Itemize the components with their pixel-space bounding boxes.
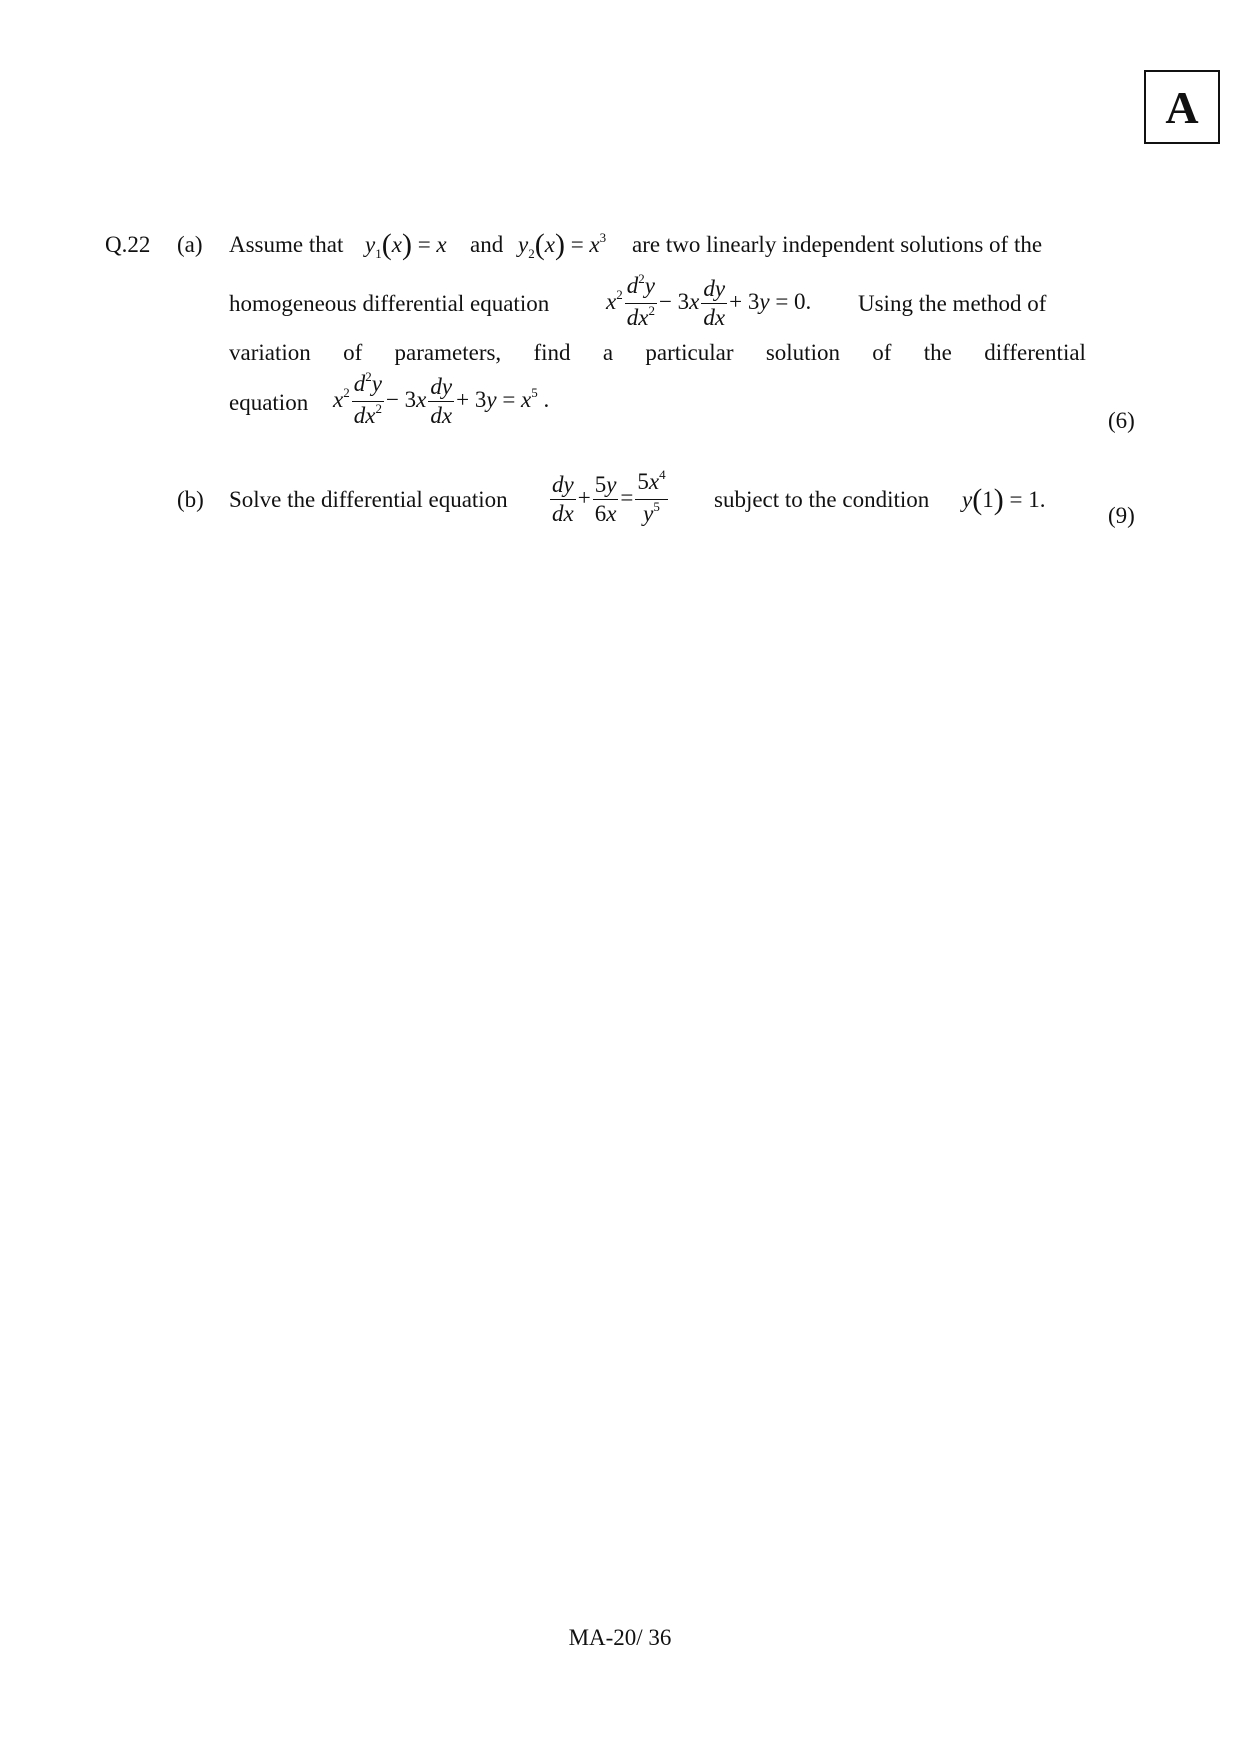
word: solution <box>765 340 840 365</box>
part-a-line1-mid: and <box>470 232 504 257</box>
nonhomogeneous-equation: $x^2$ $\frac{d^2y}{dx^2}$ − 3x $\frac{dy}{dx}$ + $3y = x^5$ . <box>333 369 550 428</box>
word: variation <box>229 340 311 365</box>
part-a-line1-post: are two linearly independent solutions of the <box>632 232 1043 257</box>
part-b-post: subject to the condition <box>714 487 930 512</box>
word: a <box>602 340 614 365</box>
part-a-line1-pre: Assume that <box>229 232 344 257</box>
question-number: Q.22 <box>105 232 151 257</box>
part-a-line4-pre: equation <box>229 390 309 415</box>
word: the <box>923 340 952 365</box>
part-b-label: (b) <box>177 487 204 512</box>
word: parameters, <box>394 340 502 365</box>
series-label: A <box>1165 81 1199 133</box>
word: differential <box>984 340 1086 365</box>
part-a-line2-pre: homogeneous differential equation <box>229 291 550 316</box>
word: particular <box>645 340 734 365</box>
word: find <box>533 340 571 365</box>
part-a-marks: (6) <box>1108 408 1135 433</box>
word: of <box>872 340 892 365</box>
equation-y2: $y_2(x) = x^3$ <box>518 228 607 261</box>
homogeneous-equation: $x^2$ $\frac{d^2y}{dx^2}$ − 3x $\frac{dy}{dx}$ + 3y = 0. <box>606 271 812 330</box>
part-b-pre: Solve the differential equation <box>229 487 508 512</box>
part-a-label: (a) <box>177 232 203 257</box>
bernoulli-equation: $\frac{dy}{dx}$ + $\frac{5y}{6x}$ = $\frac{5x^4}{y^5}$ <box>552 467 666 526</box>
equation-y1: $y_1(x) = x$ <box>365 228 447 261</box>
part-a-line2-post: Using the method of <box>858 291 1047 316</box>
part-a-line3 <box>229 340 1086 366</box>
page-footer: MA-20/ 36 <box>568 1625 672 1650</box>
word: of <box>343 340 363 365</box>
series-label-box <box>1144 70 1220 144</box>
part-b-marks: (9) <box>1108 503 1135 528</box>
initial-condition: y(1) = 1. <box>962 483 1046 516</box>
